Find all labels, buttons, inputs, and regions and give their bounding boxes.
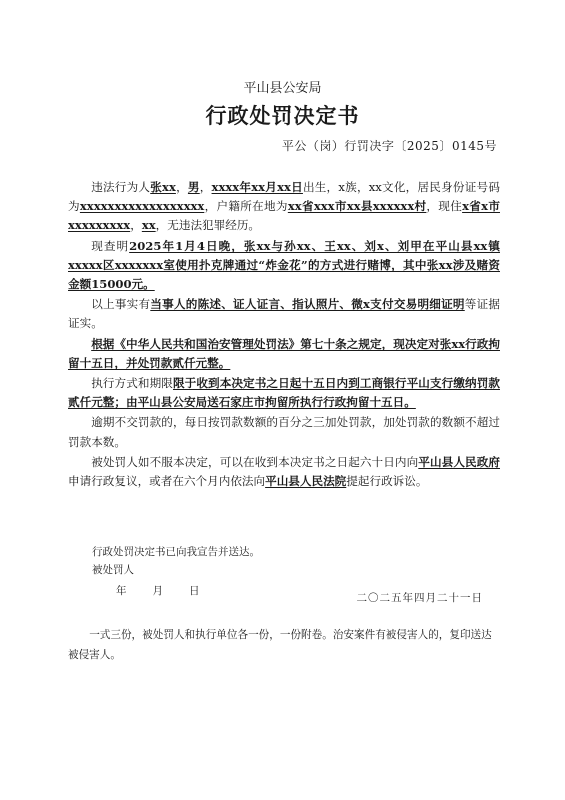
- offender-address: x省x市xxxxxxxxx: [68, 199, 500, 233]
- offender-address-detail: xx: [141, 218, 156, 233]
- evidence-paragraph: 以上事实有当事人的陈述、证人证言、指认照片、微x支付交易明细证明等证据证实。: [68, 297, 500, 331]
- facts-paragraph: 现查明2025年1月4日晚，张xx与孙xx、王xx、刘x、刘甲在平山县xx镇xxxxx区xxxxxxx室使用扑克牌通过“炸金花”的方式进行赌博，其中张xx涉及赌资金额15000元。: [68, 238, 500, 292]
- copies-note: 一式三份，被处罚人和执行单位各一份，一份附卷。治安案件有被侵害人的，复印送达被侵害人。: [68, 629, 492, 661]
- issue-date: 二〇二五年四月二十一日: [356, 592, 483, 604]
- signature-date-line: 年 月 日: [116, 585, 200, 597]
- facts-text: 2025年1月4日晚，张xx与孙xx、王xx、刘x、刘甲在平山县xx镇xxxxx区xxxxxxx室使用扑克牌通过“炸金花”的方式进行赌博，其中张xx涉及赌资金额15000元。: [68, 238, 500, 292]
- review-authority: 平山县人民政府: [418, 454, 500, 469]
- offender-info-paragraph: 违法行为人张xx，男，xxxx年xx月xx日出生，x族，xx文化，居民身份证号码为xxxxxxxxxxxxxxxxxx，户籍所在地为xx省xxx市xx县xxxxxx村，现住x省x市xxxxxxxxx，xx，无违法犯罪经历。: [68, 180, 500, 233]
- document-number: 平公（岗）行罚决字〔2025〕0145号: [281, 139, 497, 153]
- execution-paragraph: 执行方式和期限限于收到本决定书之日起十五日内到工商银行平山支行缴纳罚款贰仟元整；由平山县公安局送石家庄市拘留所执行行政拘留十五日。: [68, 376, 500, 410]
- issuing-agency: 平山县公安局: [243, 81, 322, 96]
- document-title: 行政处罚决定书: [205, 103, 360, 128]
- offender-birth: xxxx年xx月xx日: [211, 180, 303, 194]
- decision-paragraph: [68, 335, 500, 373]
- offender-name: 张xx: [150, 180, 176, 194]
- offender-hukou: xx省xxx市xx县xxxxxx村: [287, 199, 427, 214]
- offender-sex: 男: [187, 180, 200, 194]
- execution-method: 限于收到本决定书之日起十五日内到工商银行平山支行缴纳罚款贰仟元整；由平山县公安局送石家庄市拘留所执行行政拘留十五日。: [68, 376, 500, 410]
- late-fee-paragraph: 逾期不交罚款的，每日按罚款数额的百分之三加处罚款，加处罚款的数额不超过罚款本数。: [68, 415, 500, 449]
- punished-person-label: 被处罚人: [92, 564, 134, 576]
- appeal-paragraph: 被处罚人如不服本决定，可以在收到本决定书之日起六十日内向平山县人民政府 申请行政复议，或者在六个月内依法向平山县人民法院提起行政诉讼。: [68, 454, 500, 489]
- delivery-statement: 行政处罚决定书已向我宣告并送达。: [92, 546, 260, 558]
- offender-id-number: xxxxxxxxxxxxxxxxxx: [79, 199, 205, 214]
- document-body: [68, 178, 500, 492]
- court-name: 平山县人民法院: [265, 474, 347, 489]
- evidence-text: 当事人的陈述、证人证言、指认照片、微x支付交易明细证明: [150, 297, 465, 312]
- decision-text: 根据《中华人民共和国治安管理处罚法》第七十条之规定，现决定对张xx行政拘留十五日，并处罚款贰仟元整。: [68, 336, 500, 370]
